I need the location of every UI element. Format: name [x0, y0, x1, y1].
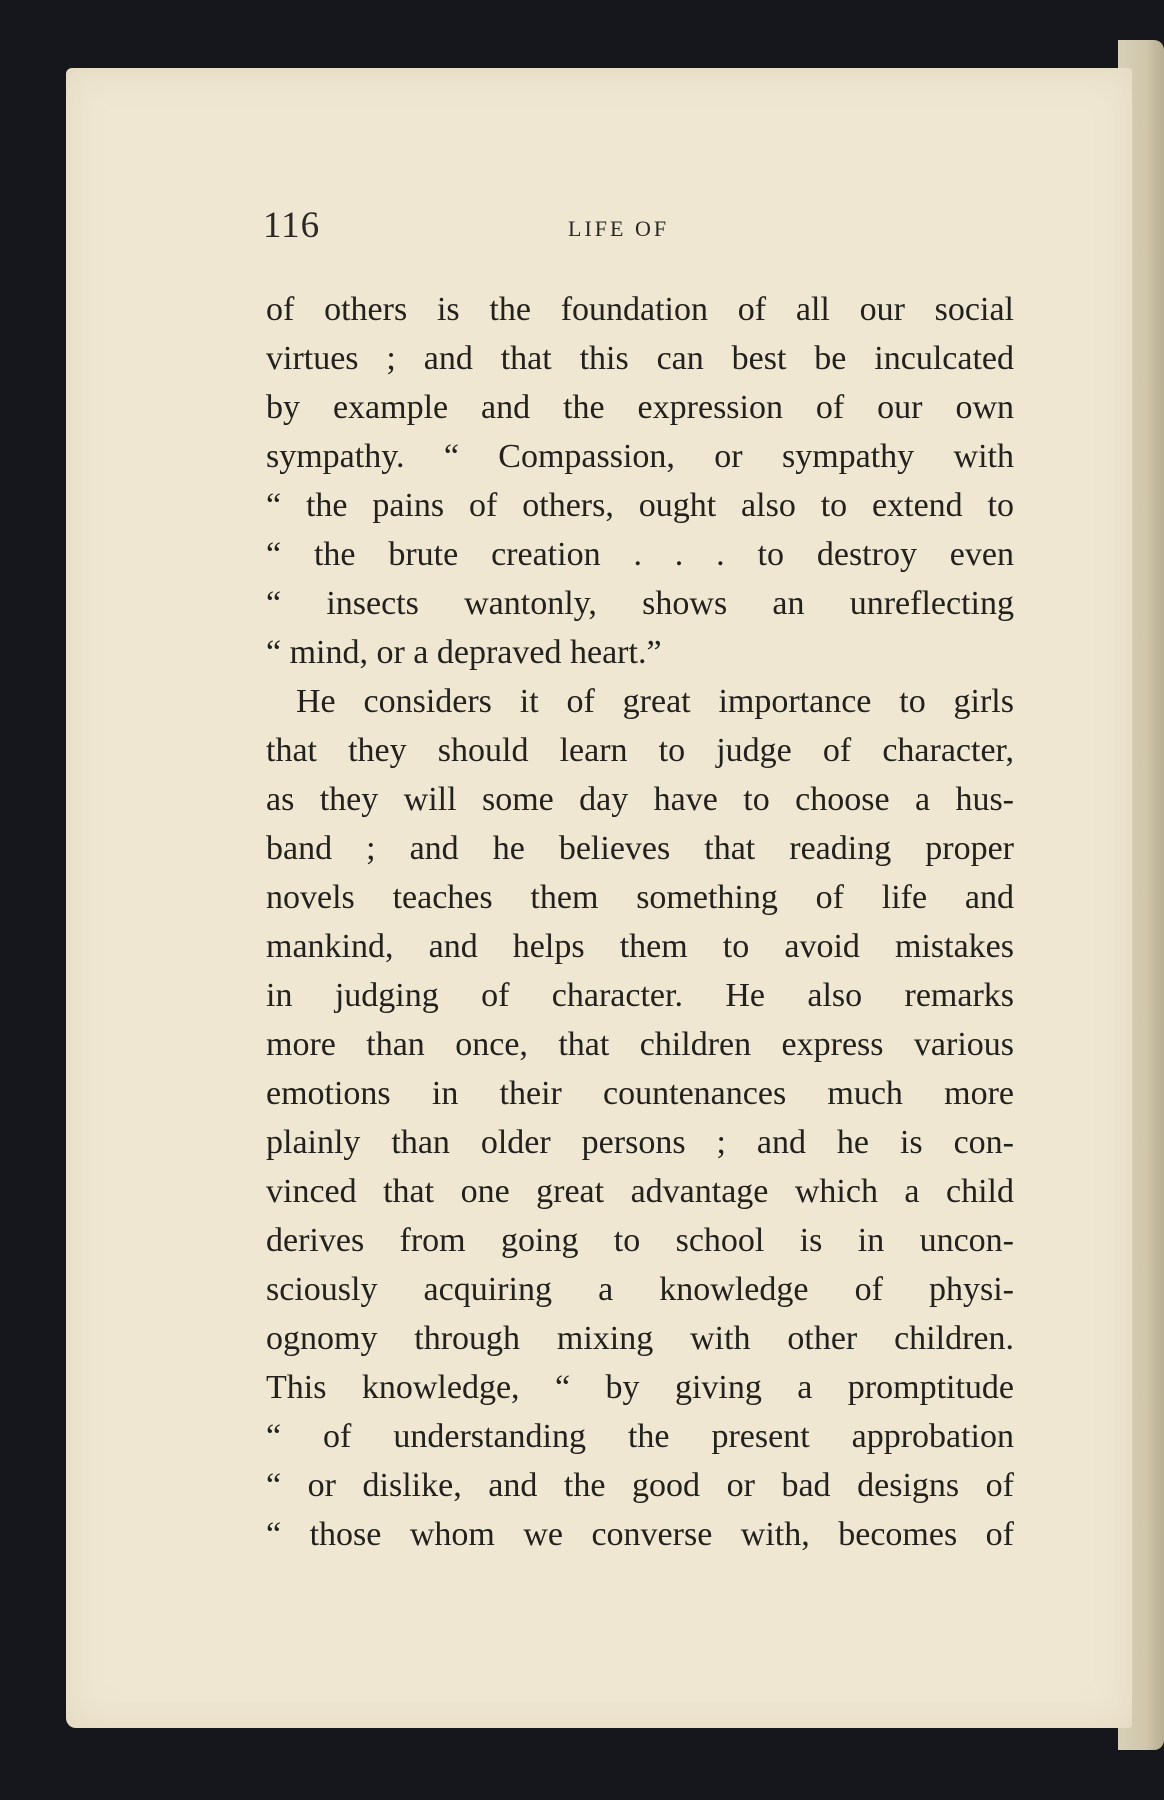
body-text — [266, 285, 1014, 1559]
text-line: “ or dislike, and the good or bad designs of — [266, 1467, 1014, 1504]
text-line: that they should learn to judge of character, — [266, 732, 1014, 769]
text-line: sympathy. “ Compassion, or sympathy with — [266, 438, 1014, 475]
text-line: “ insects wantonly, shows an unreflecting — [266, 585, 1014, 622]
text-line: “ the pains of others, ought also to extend to — [266, 487, 1014, 524]
text-line: vinced that one great advantage which a child — [266, 1173, 1014, 1210]
page-number: 116 — [263, 205, 321, 246]
text-line: emotions in their countenances much more — [266, 1075, 1014, 1112]
text-line: sciously acquiring a knowledge of physi- — [266, 1271, 1014, 1308]
text-line: plainly than older persons ; and he is con- — [266, 1124, 1014, 1161]
text-line: “ those whom we converse with, becomes of — [266, 1516, 1014, 1553]
text-line: “ the brute creation . . . to destroy even — [266, 536, 1014, 573]
running-head — [263, 204, 1013, 254]
text-line: novels teaches them something of life and — [266, 879, 1014, 916]
text-line: ognomy through mixing with other children. — [266, 1320, 1014, 1357]
text-line: by example and the expression of our own — [266, 389, 1014, 426]
text-line: derives from going to school is in uncon- — [266, 1222, 1014, 1259]
text-line: mankind, and helps them to avoid mistakes — [266, 928, 1014, 965]
text-line: band ; and he believes that reading proper — [266, 830, 1014, 867]
text-line: virtues ; and that this can best be inculcated — [266, 340, 1014, 377]
text-line: as they will some day have to choose a hus- — [266, 781, 1014, 818]
text-line: He considers it of great importance to girls — [296, 683, 1014, 720]
running-title: LIFE OF — [568, 216, 670, 241]
text-line: in judging of character. He also remarks — [266, 977, 1014, 1014]
text-line: more than once, that children express various — [266, 1026, 1014, 1063]
text-line: of others is the foundation of all our social — [266, 291, 1014, 328]
text-line: This knowledge, “ by giving a promptitude — [266, 1369, 1014, 1406]
text-line: “ of understanding the present approbation — [266, 1418, 1014, 1455]
text-line: “ mind, or a depraved heart.” — [266, 634, 662, 671]
